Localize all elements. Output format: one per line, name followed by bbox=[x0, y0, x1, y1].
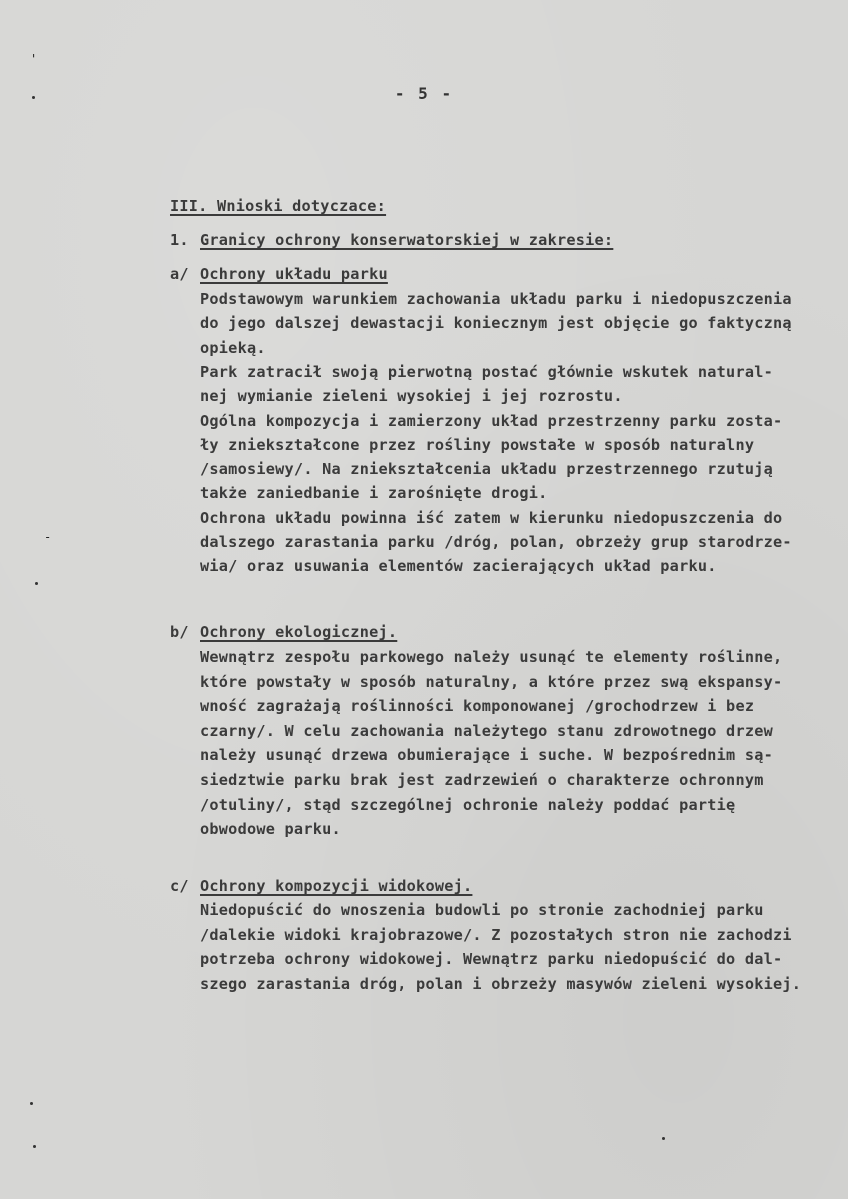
body-text-line: do jego dalszej dewastacji koniecznym jest objęcie go faktyczną bbox=[200, 314, 792, 333]
body-text-line: potrzeba ochrony widokowej. Wewnątrz parku niedopuścić do dal- bbox=[200, 950, 783, 969]
body-text-line: Ochrona układu powinna iść zatem w kierunku niedopuszczenia do bbox=[200, 508, 783, 527]
body-text-line: Ogólna kompozycja i zamierzony układ przestrzenny parku zosta- bbox=[200, 411, 783, 430]
subsection-label: c/ bbox=[170, 877, 189, 895]
body-text-line: wia/ oraz usuwania elementów zacierających układ parku. bbox=[200, 557, 717, 576]
body-text-line: Niedopuścić do wnoszenia budowli po stronie zachodniej parku bbox=[200, 901, 764, 919]
margin-dot bbox=[662, 1137, 665, 1140]
section-heading: III. Wnioski dotyczace: bbox=[170, 197, 387, 215]
body-text-line: Park zatracił swoją pierwotną postać głównie wskutek natural- bbox=[200, 362, 774, 381]
body-text-line: także zaniedbanie i zarośnięte drogi. bbox=[200, 484, 548, 503]
margin-dot bbox=[33, 1145, 36, 1148]
body-text-line: opieką. bbox=[200, 338, 266, 357]
body-text-line: obwodowe parku. bbox=[200, 820, 341, 839]
body-text-line: szego zarastania dróg, polan i obrzeży masywów zieleni wysokiej. bbox=[200, 975, 802, 994]
margin-dot bbox=[35, 582, 38, 585]
margin-mark: - bbox=[44, 530, 52, 544]
page-number: - 5 - bbox=[394, 84, 454, 103]
subsection-label: a/ bbox=[170, 265, 189, 283]
margin-mark: ' bbox=[30, 52, 38, 66]
body-text-line: wność zagrażają roślinności komponowanej /grochodrzew i bez bbox=[200, 697, 755, 716]
body-text-line: siedztwie parku brak jest zadrzewień o charakterze ochronnym bbox=[200, 771, 764, 789]
body-text-line: /dalekie widoki krajobrazowe/. Z pozostałych stron nie zachodzi bbox=[200, 925, 792, 944]
body-text-line: nej wymianie zieleni wysokiej i jej rozrostu. bbox=[200, 387, 623, 406]
body-text-line: należy usunąć drzewa obumierające i suche. W bezpośrednim są- bbox=[200, 746, 774, 765]
subsection-title: Ochrony kompozycji widokowej. bbox=[200, 877, 473, 895]
margin-dot bbox=[30, 1102, 33, 1105]
body-text-line: ły zniekształcone przez rośliny powstałe w sposób naturalny bbox=[200, 435, 755, 454]
item-title: Granicy ochrony konserwatorskiej w zakresie: bbox=[200, 231, 614, 249]
subsection-title: Ochrony układu parku bbox=[200, 265, 388, 283]
body-text-line: czarny/. W celu zachowania należytego stanu zdrowotnego drzew bbox=[200, 721, 774, 740]
body-text-line: Podstawowym warunkiem zachowania układu parku i niedopuszczenia bbox=[200, 290, 792, 308]
body-text-line: /samosiewy/. Na zniekształcenia układu przestrzennego rzutują bbox=[200, 460, 774, 479]
body-text-line: które powstały w sposób naturalny, a które przez swą ekspansy- bbox=[200, 672, 783, 691]
body-text-line: Wewnątrz zespołu parkowego należy usunąć te elementy roślinne, bbox=[200, 648, 783, 666]
subsection-label: b/ bbox=[170, 623, 189, 641]
subsection-title: Ochrony ekologicznej. bbox=[200, 623, 398, 641]
body-text-line: dalszego zarastania parku /dróg, polan, obrzeży grup starodrze- bbox=[200, 533, 792, 551]
item-number: 1. bbox=[170, 231, 189, 249]
body-text-line: /otuliny/, stąd szczególnej ochronie należy poddać partię bbox=[200, 795, 736, 814]
